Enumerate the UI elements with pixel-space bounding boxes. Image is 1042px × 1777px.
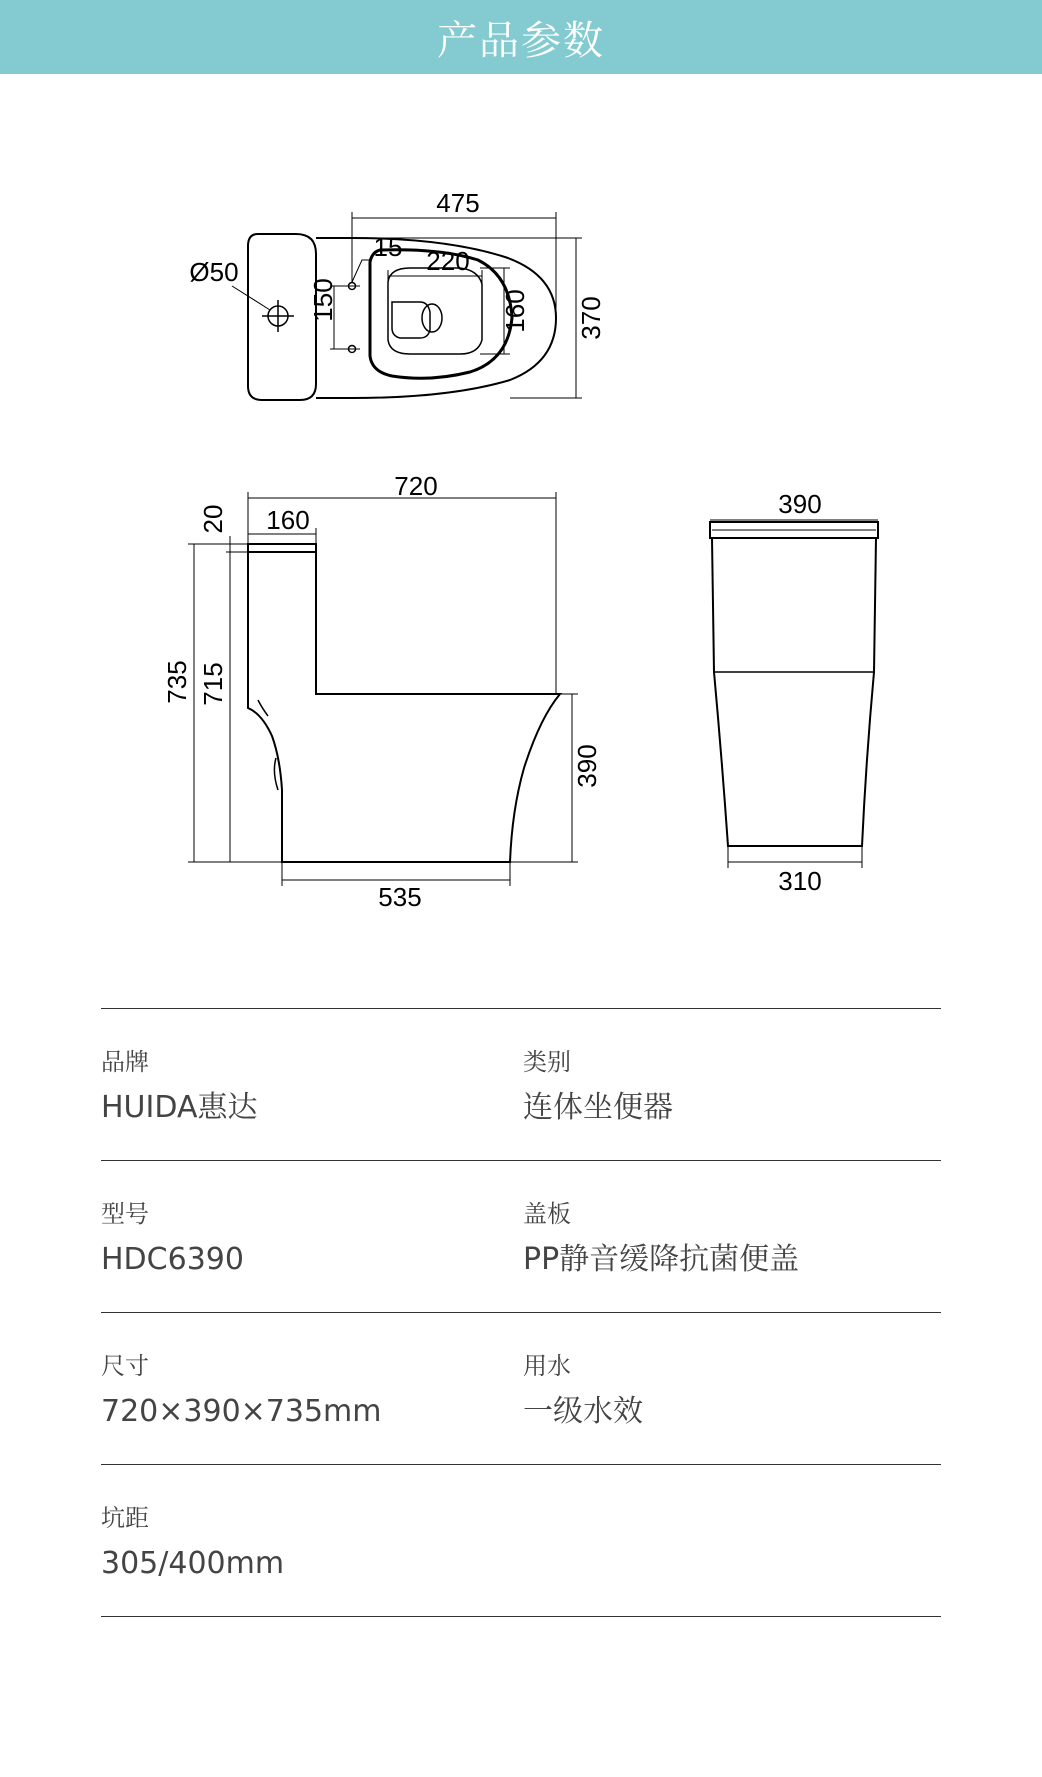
front-view <box>710 520 878 868</box>
spec-row <box>101 1008 941 1160</box>
spec-row <box>101 1160 941 1312</box>
spec-label: 类别 <box>523 1048 571 1076</box>
spec-value: 连体坐便器 <box>523 1090 673 1125</box>
dim-outlet-diameter: Ø50 <box>189 257 239 287</box>
page-title: 产品参数 <box>437 17 605 64</box>
dim-top-depth: 370 <box>576 296 606 340</box>
spec-table <box>101 1008 941 1617</box>
spec-value: PP静音缓降抗菌便盖 <box>523 1242 800 1277</box>
spec-value: HUIDA惠达 <box>101 1090 258 1125</box>
spec-model <box>101 1161 523 1312</box>
dim-front-top-width: 390 <box>778 489 822 519</box>
dim-height-body: 715 <box>198 662 228 706</box>
spec-value: HDC6390 <box>101 1242 244 1277</box>
dim-tank-depth: 160 <box>266 505 310 535</box>
dim-bowl-width: 220 <box>426 246 470 276</box>
dim-side-length: 720 <box>394 471 438 501</box>
spec-label: 盖板 <box>523 1200 571 1228</box>
dim-height-total: 735 <box>162 660 192 704</box>
spec-rough-in <box>101 1465 523 1616</box>
spec-brand <box>101 1009 523 1160</box>
spec-value: 720×390×735mm <box>101 1394 382 1429</box>
dim-bowl-depth: 160 <box>500 289 530 333</box>
spec-row <box>101 1312 941 1464</box>
dim-hole-spacing: 150 <box>308 278 338 322</box>
dim-base-length: 535 <box>378 882 422 912</box>
dim-tank-top: 20 <box>198 504 228 534</box>
dim-front-base-width: 310 <box>778 866 822 896</box>
dim-top-width: 475 <box>436 188 480 218</box>
spec-seat-cover <box>523 1161 941 1312</box>
spec-label: 型号 <box>101 1200 149 1228</box>
spec-label: 用水 <box>523 1352 571 1380</box>
spec-label: 尺寸 <box>101 1352 149 1380</box>
side-view <box>188 492 578 886</box>
spec-water-use <box>523 1313 941 1464</box>
spec-value: 305/400mm <box>101 1546 285 1581</box>
spec-label: 品牌 <box>101 1048 149 1076</box>
spec-label: 坑距 <box>101 1504 149 1532</box>
spec-category <box>523 1009 941 1160</box>
spec-size <box>101 1313 523 1464</box>
dim-seat-height: 390 <box>572 744 602 788</box>
spec-value: 一级水效 <box>523 1394 643 1429</box>
dim-offset-15: 15 <box>373 232 403 262</box>
spec-row <box>101 1464 941 1617</box>
